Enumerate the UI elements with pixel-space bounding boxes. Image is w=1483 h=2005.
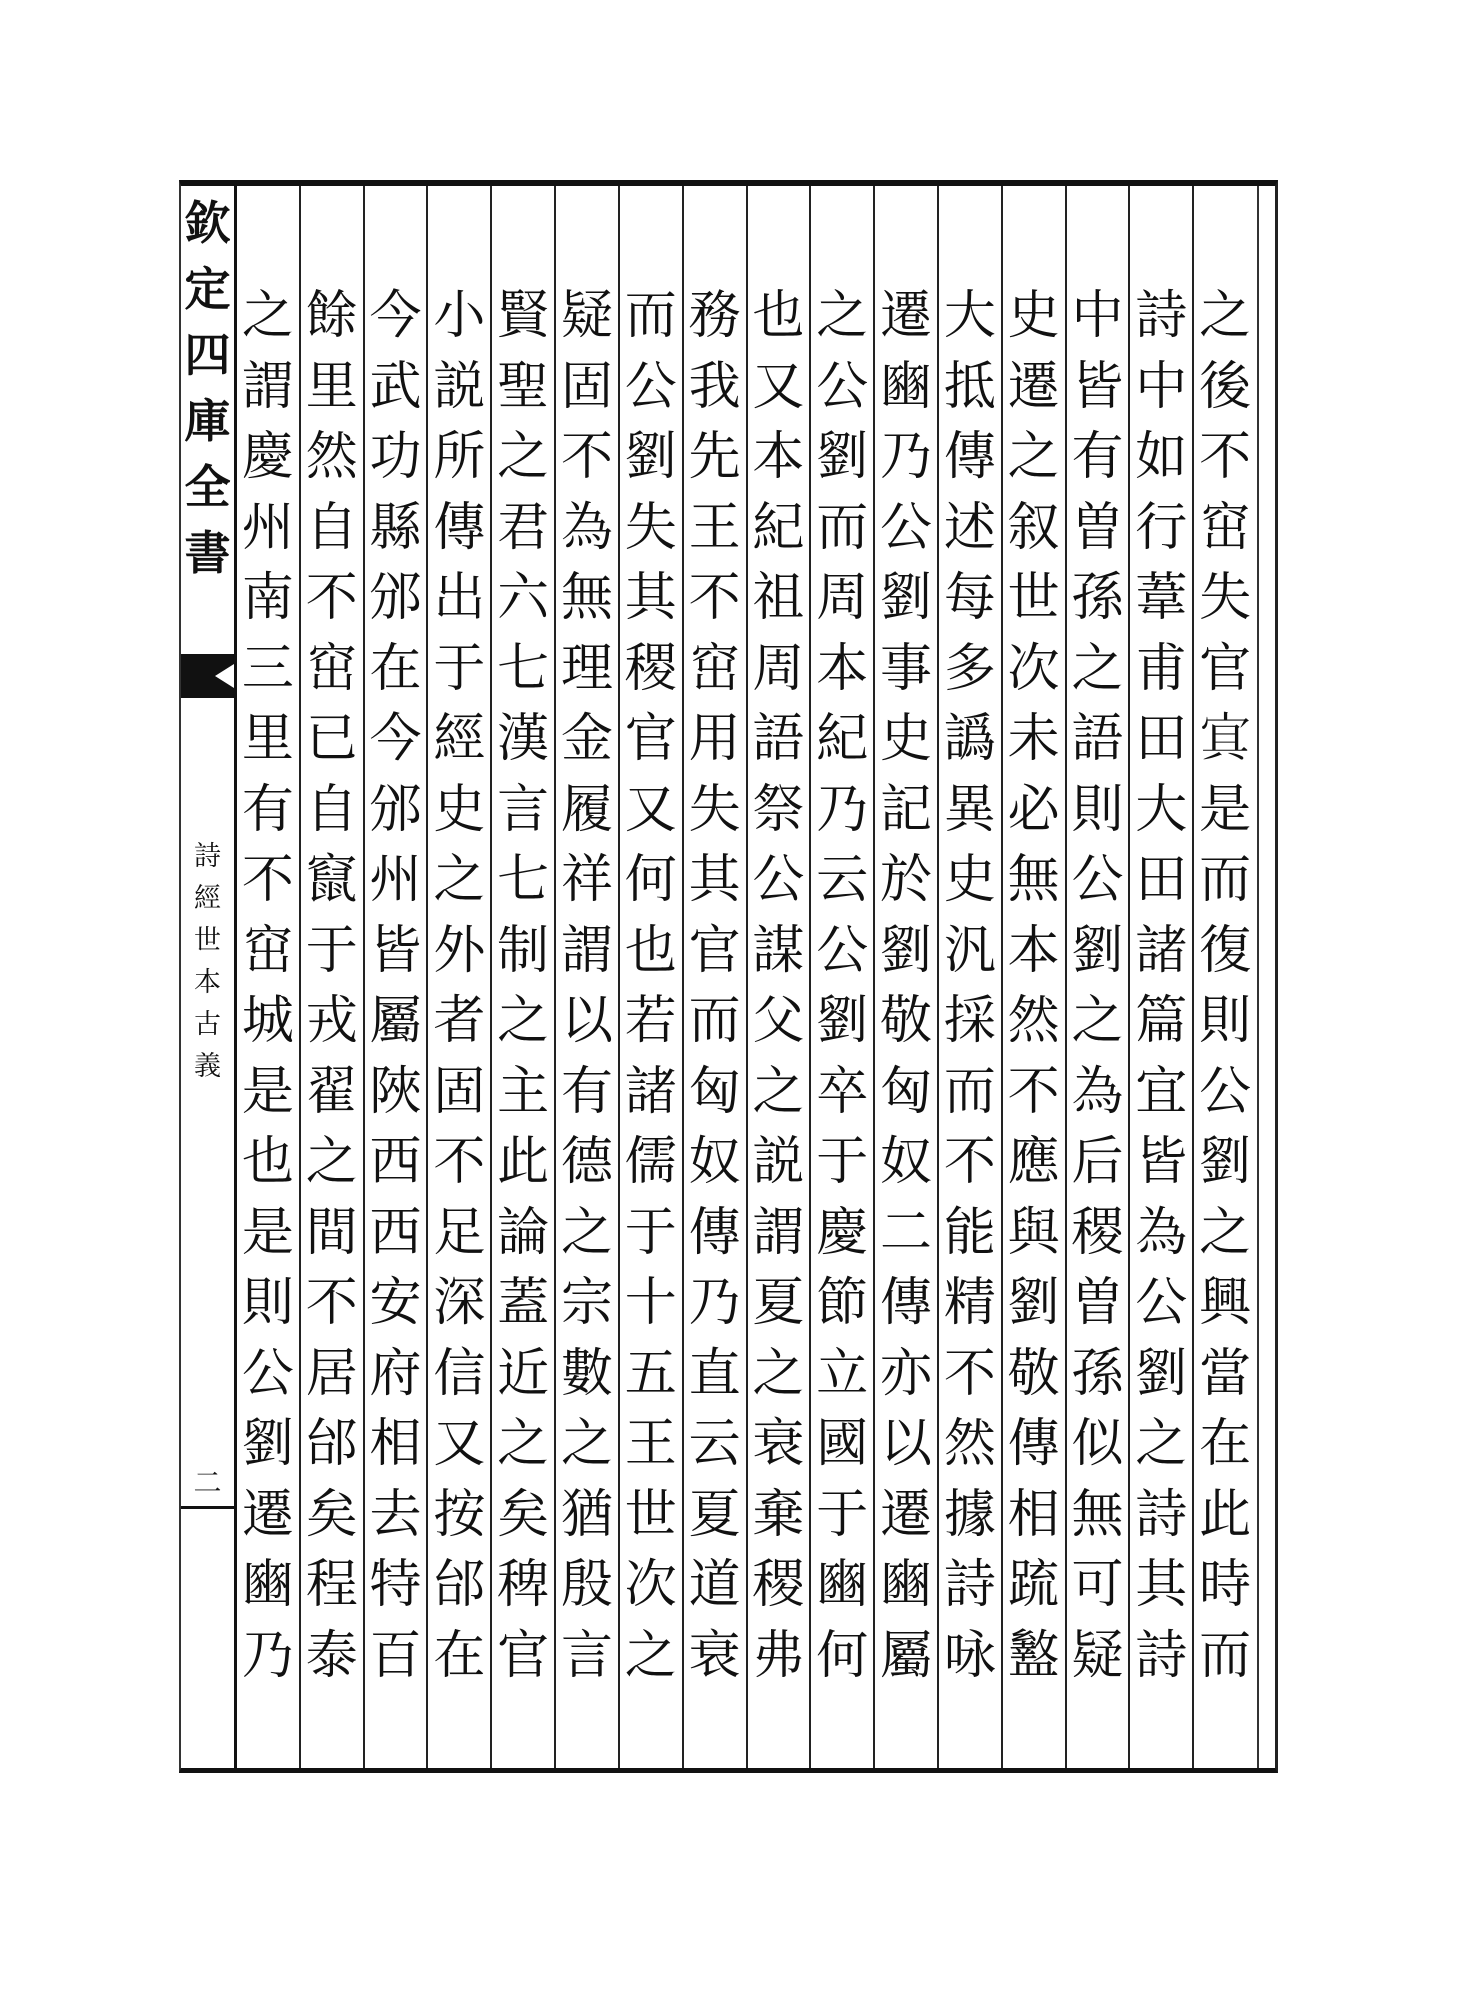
text-column: 賢 聖 之 君 六 七 漢 言 七 制 之 主 此 論 蓋 近 之 矣 稗 官: [490, 186, 554, 1768]
text-column: 餘 里 然 自 不 窋 已 自 竄 于 戎 翟 之 間 不 居 邰 矣 程 泰: [299, 186, 363, 1768]
text-column: 務 我 先 王 不 窋 用 失 其 官 而 匈 奴 傳 乃 直 云 夏 道 衰: [682, 186, 746, 1768]
page-number: 二: [193, 1466, 222, 1499]
page-frame: [179, 180, 1278, 1773]
gutter-rule: [181, 1506, 237, 1509]
text-column: 之 謂 慶 州 南 三 里 有 不 窋 城 是 也 是 則 公 劉 遷 豳 乃: [241, 286, 294, 1686]
text-column: 史 遷 之 叙 世 次 未 必 無 本 然 不 應 與 劉 敬 傳 相 䟽 盭: [1001, 186, 1065, 1768]
text-column: 中 皆 有 曽 孫 之 語 則 公 劉 之 為 后 稷 曽 孫 似 無 可 疑: [1065, 186, 1129, 1768]
text-column: 之 公 劉 而 周 本 紀 乃 云 公 劉 卒 于 慶 節 立 國 于 豳 何: [809, 186, 873, 1768]
text-column: 遷 豳 乃 公 劉 事 史 記 於 劉 敬 匈 奴 二 傳 亦 以 遷 豳 屬: [873, 186, 937, 1768]
text-column: 小 説 所 傳 出 于 經 史 之 外 者 固 不 足 深 信 又 按 邰 在: [426, 186, 490, 1768]
text-column: 之 後 不 窋 失 官 𡨋 是 而 復 則 公 劉 之 興 當 在 此 時 而: [1192, 186, 1256, 1768]
running-title: 詩 經 世 本 古 義: [194, 841, 221, 1082]
text-column: 疑 固 不 為 無 理 金 履 祥 謂 以 有 德 之 宗 數 之 猶 殷 言: [554, 186, 618, 1768]
text-columns: [237, 186, 1256, 1768]
fishtail-banner: [181, 654, 234, 698]
text-column: 詩 中 如 行 葦 甫 田 大 田 諸 篇 宜 皆 為 公 劉 之 詩 其 詩: [1128, 186, 1192, 1768]
text-column: 而 公 劉 失 其 稷 官 又 何 也 若 諸 儒 于 十 五 王 世 次 之: [618, 186, 682, 1768]
text-column: 大 抵 傳 述 每 多 譌 異 史 汎 採 而 不 能 精 不 然 據 詩 咏: [937, 186, 1001, 1768]
text-column: 也 又 本 紀 祖 周 語 祭 公 謀 父 之 説 謂 夏 之 衰 棄 稷 弗: [746, 186, 810, 1768]
text-column: 今 武 功 縣 邠 在 今 邠 州 皆 屬 陜 西 西 安 府 相 去 特 百: [363, 186, 427, 1768]
book-title: 欽 定 四 庫 全 書: [184, 196, 231, 580]
page-gutter: [181, 186, 237, 1768]
